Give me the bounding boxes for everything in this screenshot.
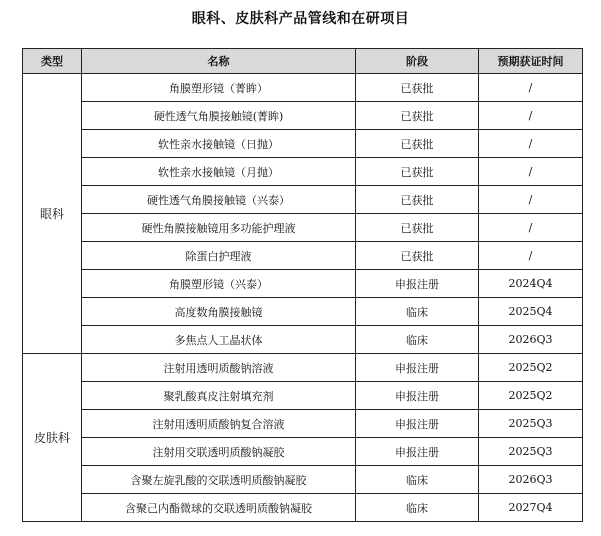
table-row [23,326,583,354]
table-row [23,270,583,298]
product-time: / [479,130,583,158]
product-stage: 已获批 [356,214,479,242]
product-name: 高度数角膜接触镜 [82,298,356,326]
table-row [23,242,583,270]
product-stage: 申报注册 [356,438,479,466]
table-row [23,74,583,102]
product-name: 硬性角膜接触镜用多功能护理液 [82,214,356,242]
header-type: 类型 [23,49,82,74]
product-stage: 已获批 [356,74,479,102]
pipeline-table [22,48,583,522]
product-time: 2026Q3 [479,466,583,494]
product-name: 含聚左旋乳酸的交联透明质酸钠凝胶 [82,466,356,494]
product-time: 2025Q3 [479,410,583,438]
table-header-row [23,49,583,74]
product-time: / [479,242,583,270]
table-row [23,494,583,522]
product-name: 注射用透明质酸钠复合溶液 [82,410,356,438]
product-time: 2027Q4 [479,494,583,522]
table-row [23,102,583,130]
table-row [23,130,583,158]
product-name: 含聚己内酯微球的交联透明质酸钠凝胶 [82,494,356,522]
product-name: 多焦点人工晶状体 [82,326,356,354]
product-time: 2025Q4 [479,298,583,326]
product-time: 2025Q2 [479,382,583,410]
category-ophthalmology: 眼科 [23,74,82,354]
product-stage: 申报注册 [356,382,479,410]
product-name: 聚乳酸真皮注射填充剂 [82,382,356,410]
product-stage: 已获批 [356,158,479,186]
product-time: / [479,74,583,102]
product-name: 角膜塑形镜（兴泰） [82,270,356,298]
product-stage: 临床 [356,494,479,522]
product-time: 2025Q2 [479,354,583,382]
product-stage: 已获批 [356,130,479,158]
table-row [23,382,583,410]
product-stage: 临床 [356,326,479,354]
product-time: / [479,214,583,242]
table-row [23,438,583,466]
product-name: 注射用透明质酸钠溶液 [82,354,356,382]
product-stage: 已获批 [356,186,479,214]
product-stage: 申报注册 [356,270,479,298]
product-stage: 申报注册 [356,410,479,438]
product-name: 注射用交联透明质酸钠凝胶 [82,438,356,466]
product-name: 除蛋白护理液 [82,242,356,270]
table-row [23,186,583,214]
product-name: 硬性透气角膜接触镜（兴泰） [82,186,356,214]
product-name: 软性亲水接触镜（日抛） [82,130,356,158]
category-dermatology: 皮肤科 [23,354,82,522]
product-stage: 临床 [356,466,479,494]
product-time: 2025Q3 [479,438,583,466]
product-stage: 申报注册 [356,354,479,382]
table-row [23,158,583,186]
header-name: 名称 [82,49,356,74]
product-time: 2024Q4 [479,270,583,298]
product-time: 2026Q3 [479,326,583,354]
table-row [23,214,583,242]
product-name: 软性亲水接触镜（月抛） [82,158,356,186]
table-row [23,466,583,494]
product-time: / [479,158,583,186]
header-expected-time: 预期获证时间 [479,49,583,74]
page-title: 眼科、皮肤科产品管线和在研项目 [191,11,410,27]
table-row [23,354,583,382]
product-stage: 临床 [356,298,479,326]
product-stage: 已获批 [356,242,479,270]
header-stage: 阶段 [356,49,479,74]
product-stage: 已获批 [356,102,479,130]
table-row [23,298,583,326]
product-name: 硬性透气角膜接触镜(菁眸) [82,102,356,130]
product-name: 角膜塑形镜（菁眸） [82,74,356,102]
product-time: / [479,102,583,130]
product-time: / [479,186,583,214]
table-row [23,410,583,438]
